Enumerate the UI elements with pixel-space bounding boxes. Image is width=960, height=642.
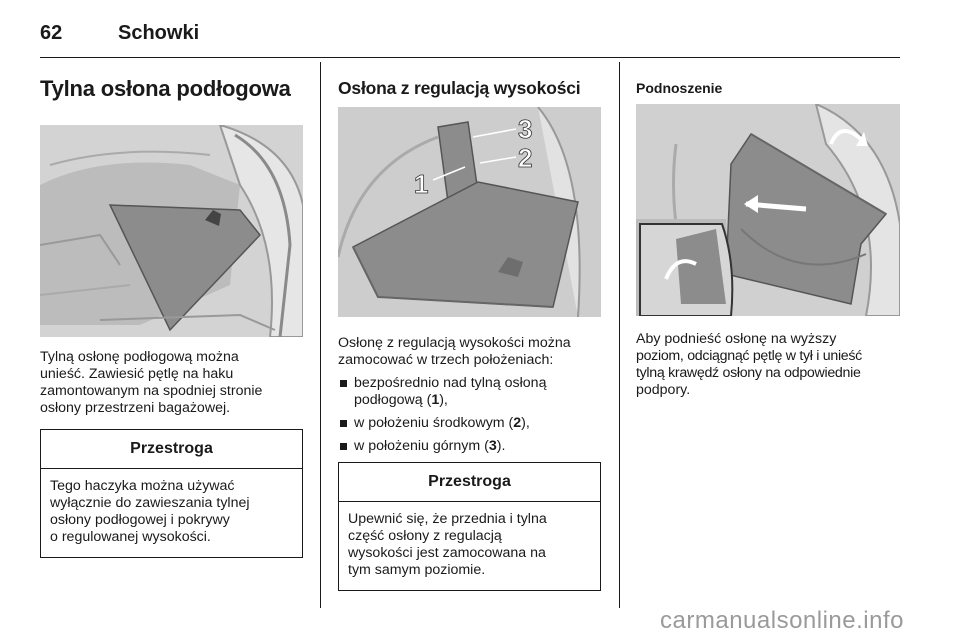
callout-1: 1: [414, 169, 429, 199]
list-item: bezpośrednio nad tylną osłoną podłogową (1),: [338, 375, 601, 409]
intro-paragraph: Tylną osłonę podłogową można unieść. Zawiesić pętlę na haku zamontowanym na spodniej stronie osłony przestrzeni bagażowej.: [40, 349, 263, 416]
caution-box-hook: [40, 429, 303, 558]
column-divider-1: [320, 62, 321, 608]
callout-3: 3: [518, 114, 533, 144]
lifting-paragraph: Aby podnieść osłonę na wyższy poziom, odciągnąć pętlę w tył i unieść tylną krawędź osłony na odpowiednie podpory.: [636, 331, 862, 398]
subsection-title-lifting: Podnoszenie: [636, 80, 723, 96]
bullet-icon: [340, 443, 347, 450]
column-divider-2: [619, 62, 620, 608]
main-title: Tylna osłona podłogowa: [40, 76, 291, 101]
page-header: [40, 18, 900, 58]
header-rule: [40, 57, 900, 58]
caution-box-level: [338, 462, 601, 591]
bullet-icon: [340, 420, 347, 427]
caution-text: Upewnić się, że przednia i tylna część osłony z regulacją wysokości jest zamocowana na tym samym poziomie.: [348, 511, 547, 578]
figure-rear-floor-cover: [40, 125, 303, 337]
positions-intro: Osłonę z regulacją wysokości można zamocować w trzech położeniach:: [338, 335, 571, 368]
figure-cover-positions: [338, 107, 601, 317]
page-number: 62: [40, 22, 63, 44]
section-name: Schowki: [118, 22, 200, 44]
bullet-icon: [340, 380, 347, 387]
caution-text: Tego haczyka można używać wyłącznie do zawieszania tylnej osłony podłogowej i pokrywy o regulowanej wysokości.: [50, 478, 250, 545]
figure-lifting-cover: [636, 104, 900, 316]
watermark: carmanualsonline.info: [660, 607, 904, 634]
positions-list: [338, 375, 601, 461]
list-item: w położeniu górnym (3).: [338, 438, 601, 455]
caution-heading: Przestroga: [41, 430, 302, 469]
caution-heading: Przestroga: [339, 463, 600, 502]
list-item: w położeniu środkowym (2),: [338, 415, 601, 432]
callout-2: 2: [518, 143, 533, 173]
subsection-title: Osłona z regulacją wysokości: [338, 78, 581, 98]
